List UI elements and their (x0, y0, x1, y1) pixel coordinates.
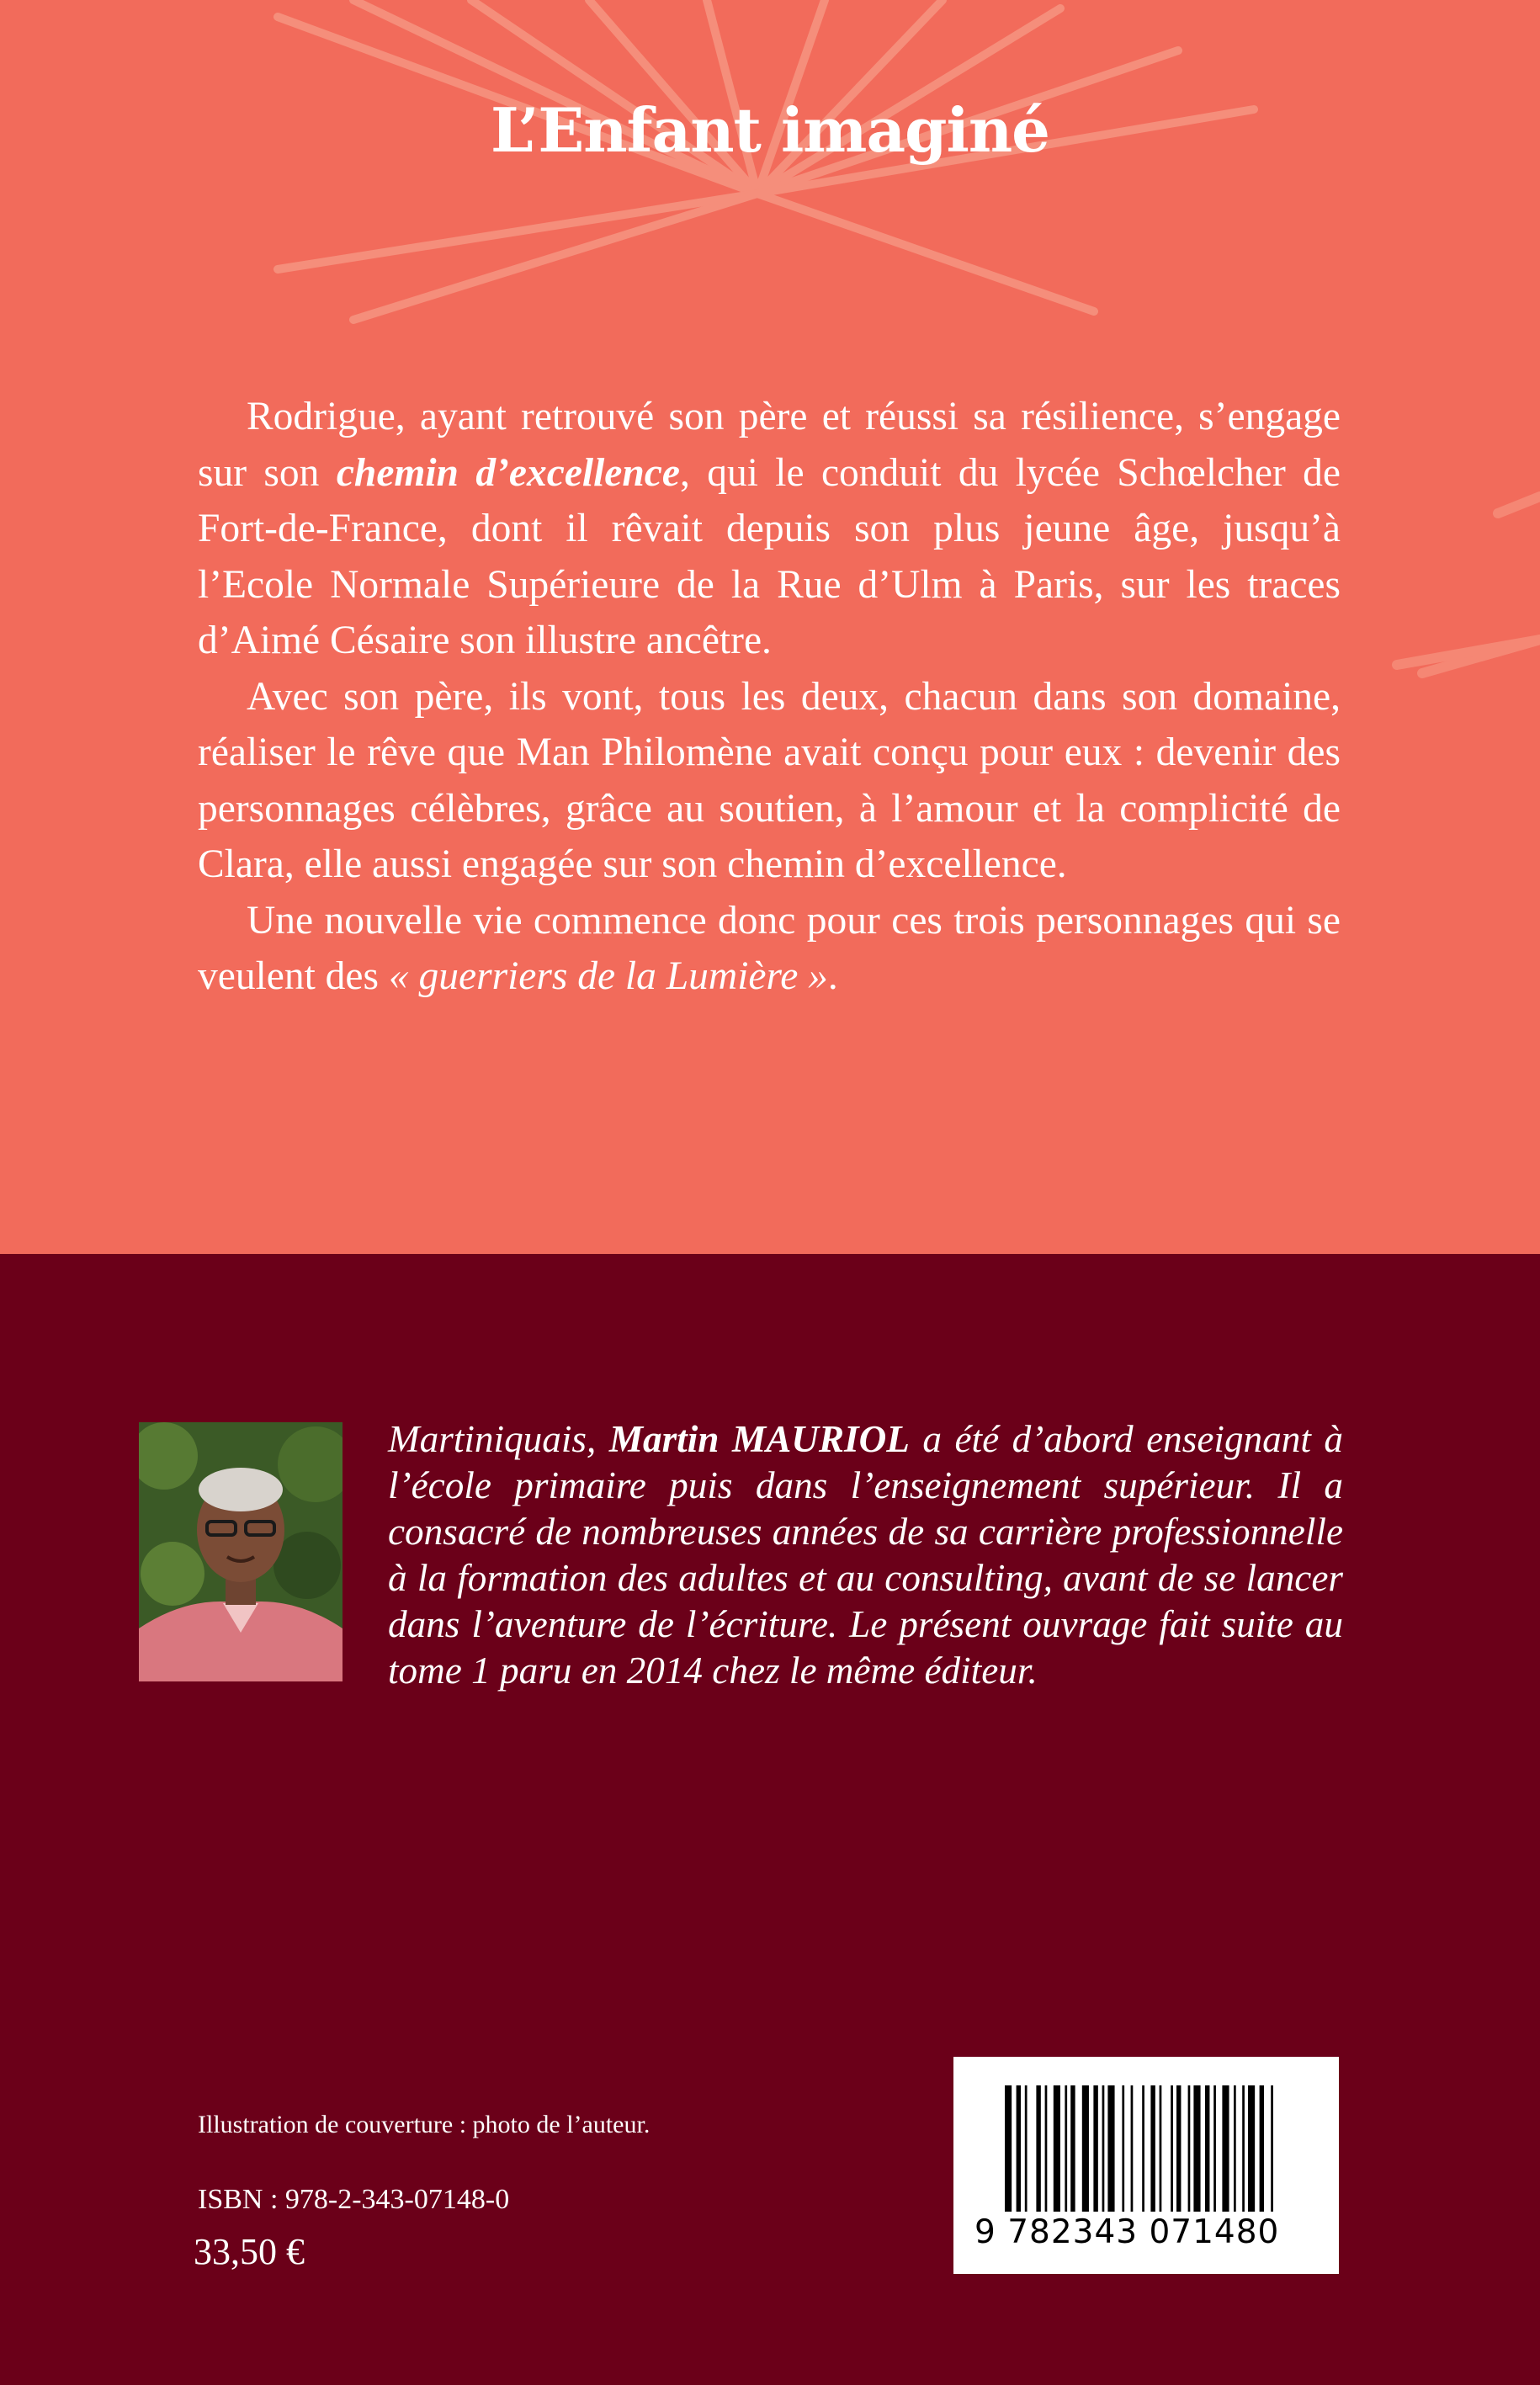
bio-text: a été d’abord enseignant à l’école primaire puis dans l’enseignement supérieur. Il a consacré de nombreuses années de sa carrière professionnelle à la formation des adultes et au consulting, avant de se lancer dans l’aventure de l’écriture. Le présent ouvrage fait suite au tome 1 paru en 2014 chez le même éditeur. (388, 1418, 1344, 1692)
blurb-text: . (827, 954, 838, 998)
author-biography (388, 1416, 1343, 1694)
barcode-bar (1045, 2085, 1048, 2212)
barcode-bar (1131, 2085, 1134, 2212)
barcode-bar (1222, 2085, 1229, 2212)
book-title: L’Enfant imaginé (491, 94, 1049, 166)
blurb-emphasis: chemin d’excellence (336, 450, 680, 495)
barcode-bar (1122, 2085, 1124, 2212)
barcode-bar (1017, 2085, 1021, 2212)
barcode-bars (1005, 2085, 1282, 2212)
barcode-bar (1093, 2085, 1097, 2212)
barcode-bar (1271, 2085, 1273, 2212)
illustration-credit: Illustration de couverture : photo de l’auteur. (198, 2111, 651, 2138)
barcode-bar (1188, 2085, 1191, 2212)
barcode-bar (1242, 2085, 1245, 2212)
barcode-bar (1005, 2085, 1012, 2212)
barcode-bar (1142, 2085, 1144, 2212)
barcode-bar (1065, 2085, 1067, 2212)
barcode-bar (1025, 2085, 1028, 2212)
blurb-text: Une nouvelle vie commence donc pour ces trois personnages qui se veulent des (198, 898, 1341, 998)
back-cover-blurb (198, 389, 1341, 1005)
barcode-bar (1150, 2085, 1155, 2212)
barcode-bar (1102, 2085, 1105, 2212)
blurb-quote: « guerriers de la Lumière » (388, 954, 828, 998)
blurb-paragraph-2: Avec son père, ils vont, tous les deux, chacun dans son domaine, réaliser le rêve que Man Philomène avait conçu pour eux : devenir des personnages célèbres, grâce au soutien, à l’amour et la complicité de Clara, elle aussi engagée sur son chemin d’excellence. (198, 674, 1341, 886)
author-photo (139, 1422, 343, 1681)
barcode-bar (1171, 2085, 1173, 2212)
blurb-text: , qui le conduit du lycée Schœlcher de Fort-de-France, dont il rêvait depuis son plus jeune âge, jusqu’à l’Ecole Normale Supérieure de la Rue d’Ulm à Paris, sur les traces d’Aimé Césaire son illustre ancêtre. (198, 450, 1341, 662)
barcode-bar (1248, 2085, 1255, 2212)
barcode-bar (1054, 2085, 1060, 2212)
barcode (953, 2057, 1339, 2274)
author-name: Martin MAURIOL (608, 1418, 910, 1460)
barcode-bar (1260, 2085, 1264, 2212)
barcode-bar (1213, 2085, 1216, 2212)
blurb-paragraph-1 (198, 389, 1341, 669)
price: 33,50 € (194, 2231, 305, 2272)
barcode-digits: 9 782343 071480 (974, 2213, 1280, 2251)
barcode-bar (1160, 2085, 1162, 2212)
barcode-bar (1205, 2085, 1209, 2212)
isbn: ISBN : 978-2-343-07148-0 (198, 2184, 510, 2215)
barcode-bar (1036, 2085, 1040, 2212)
barcode-bar (1193, 2085, 1200, 2212)
bio-text: Martiniquais, (388, 1418, 609, 1460)
blurb-text: Rodrigue, ayant retrouvé son père et réussi sa résilience, s’engage sur son (198, 395, 1341, 495)
barcode-bar (1176, 2085, 1181, 2212)
barcode-bar (1070, 2085, 1075, 2212)
barcode-bar (1234, 2085, 1236, 2212)
barcode-bar (1082, 2085, 1089, 2212)
blurb-paragraph-3 (198, 893, 1341, 1005)
barcode-bar (1107, 2085, 1114, 2212)
